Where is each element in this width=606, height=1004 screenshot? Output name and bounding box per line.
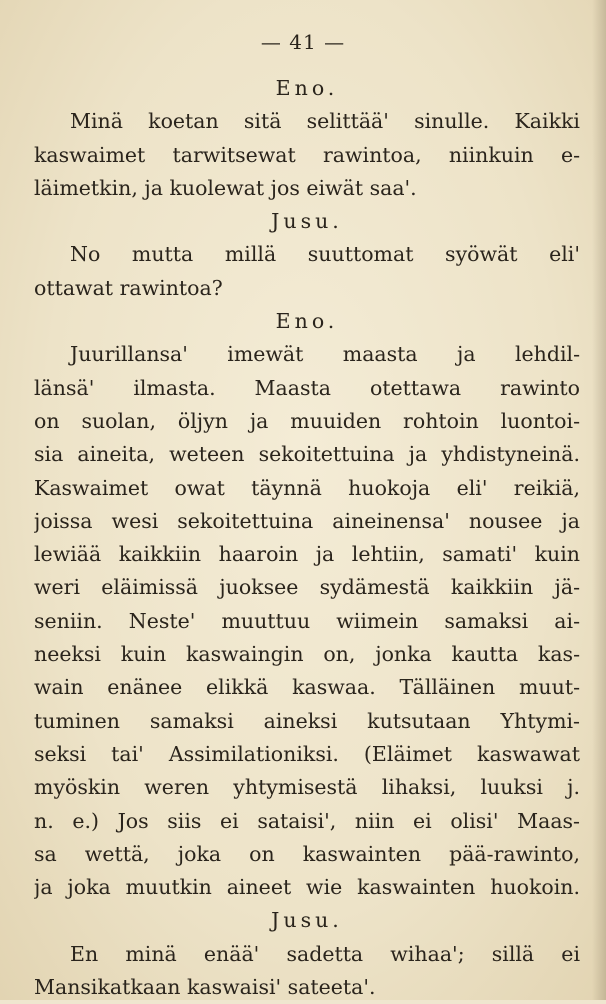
text-line: n. e.) Jos siis ei sataisi', niin ei olisi' Maas- — [34, 808, 580, 833]
text-line: seksi tai' Assimilationiksi. (Eläimet kaswawat — [34, 741, 580, 766]
text-line: sa wettä, joka on kaswainten pää-rawinto, — [34, 841, 580, 866]
text-line: lewiää kaikkiin haaroin ja lehtiin, samati' kuin — [34, 542, 580, 567]
text-line: seniin. Neste' muuttuu wiimein samaksi ai- — [34, 608, 580, 633]
text-line: En minä enää' sadetta wihaa'; sillä ei — [70, 941, 580, 966]
page-number: — 41 — — [260, 30, 346, 54]
text-line: Juurillansa' imewät maasta ja lehdil- — [70, 342, 580, 367]
text-line: läimetkin, ja kuolewat jos eiwät saa'. — [34, 175, 417, 200]
text-line: myöskin weren yhtymisestä lihaksi, luuksi j. — [34, 775, 580, 800]
body-text — [34, 72, 580, 1004]
text-line: on suolan, öljyn ja muuiden rohtoin luontoi- — [34, 408, 580, 433]
text-line: wain enänee elikkä kaswaa. Tälläinen muut- — [34, 675, 580, 700]
text-line: länsä' ilmasta. Maasta otettawa rawinto — [34, 375, 580, 400]
text-line: sia aineita, weteen sekoitettuina ja yhdistyneinä. — [34, 442, 580, 467]
speaker-label: Jusu. — [271, 209, 343, 234]
text-line: kaswaimet tarwitsewat rawintoa, niinkuin e- — [34, 142, 580, 167]
page-edge-shadow — [592, 0, 606, 1000]
text-line: Mansikatkaan kaswaisi' sateeta'. — [34, 975, 376, 1000]
text-line: Minä koetan sitä selittää' sinulle. Kaikki — [70, 109, 580, 134]
speaker-label: Eno. — [275, 309, 339, 334]
text-line: tuminen samaksi aineksi kutsutaan Yhtymi- — [34, 708, 580, 733]
text-line: weri eläimissä juoksee sydämestä kaikkiin jä- — [34, 575, 580, 600]
speaker-label: Jusu. — [271, 908, 343, 933]
text-line: ottawat rawintoa? — [34, 275, 223, 300]
text-line: No mutta millä suuttomat syöwät eli' — [70, 242, 580, 267]
text-line: ja joka muutkin aineet wie kaswainten huokoin. — [34, 875, 580, 900]
text-line: Kaswaimet owat täynnä huokoja eli' reikiä, — [34, 475, 580, 500]
text-line: neeksi kuin kaswaingin on, jonka kautta kas- — [34, 642, 580, 667]
text-line: joissa wesi sekoitettuina aineinensa' nousee ja — [34, 508, 580, 533]
speaker-label: Eno. — [275, 76, 339, 100]
